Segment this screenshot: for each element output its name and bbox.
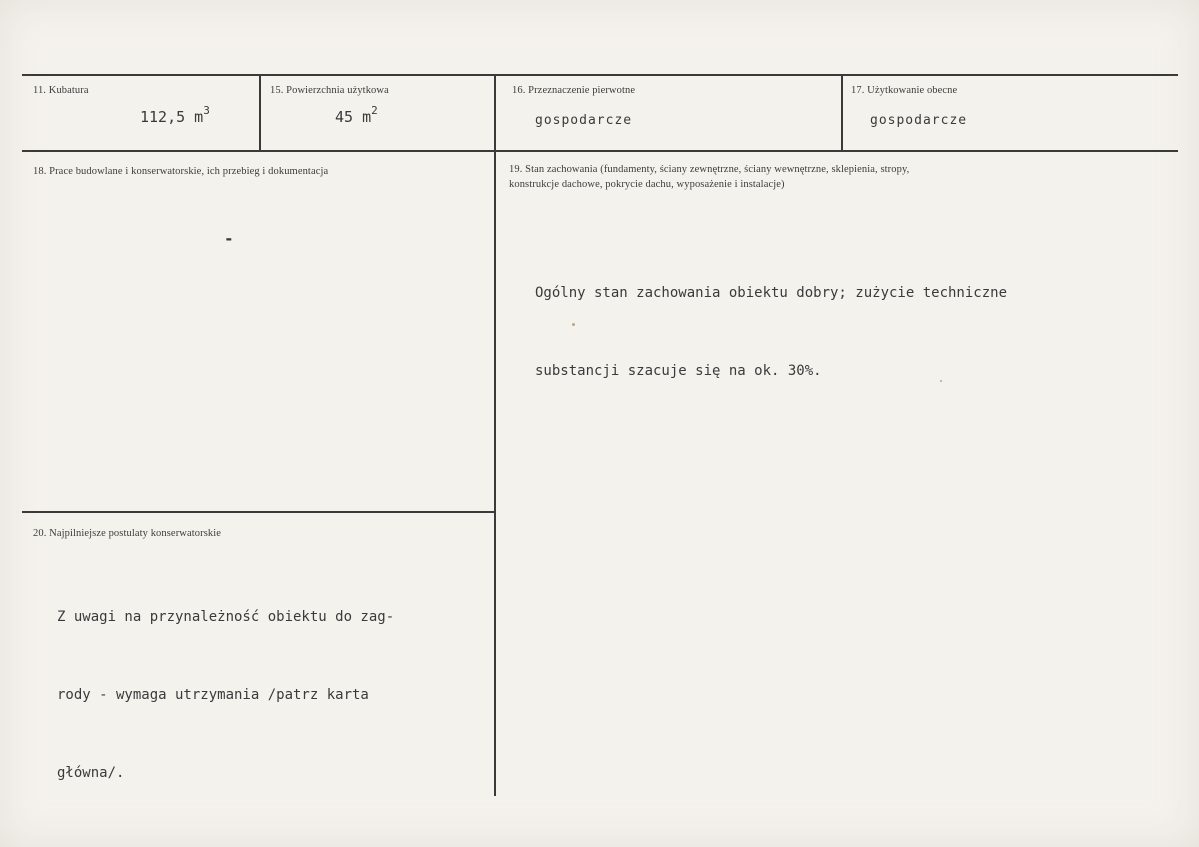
field-11-exponent: 3: [203, 104, 210, 117]
field-18-label: 18. Prace budowlane i konserwatorskie, ich przebieg i dokumentacja: [33, 166, 329, 177]
field-17-label: 17. Użytkowanie obecne: [851, 85, 958, 96]
field-15-number: 45 m: [335, 108, 372, 126]
top-rule: [22, 74, 1178, 76]
field-19-label-line1: 19. Stan zachowania (fundamenty, ściany zewnętrzne, ściany wewnętrzne, sklepienia, stropy,: [509, 164, 910, 175]
field-11-value: [140, 106, 210, 126]
field-18-value: -: [224, 229, 234, 248]
field-19-value-line1: Ogólny stan zachowania obiektu dobry; zużycie techniczne: [535, 285, 1008, 301]
field-20-value-line2: rody - wymaga utrzymania /patrz karta: [57, 687, 369, 703]
divider-11-15: [259, 76, 261, 150]
field-11-number: 112,5 m: [140, 108, 204, 126]
field-20-value-line3: główna/.: [57, 765, 125, 781]
field-15-label: 15. Powierzchnia użytkowa: [270, 85, 389, 96]
field-20-value: [57, 552, 394, 838]
field-16-value: gospodarcze: [535, 113, 633, 128]
rule-18-20: [22, 511, 494, 513]
field-20-value-line1: Z uwagi na przynależność obiektu do zag-: [57, 609, 395, 625]
paper-speck: [940, 380, 942, 382]
field-19-value-line2: substancji szacuje się na ok. 30%.: [535, 363, 822, 379]
paper-speck: [572, 323, 575, 326]
divider-15-16: [494, 76, 496, 796]
field-19-label-line2: konstrukcje dachowe, pokrycie dachu, wyposażenie i instalacje): [509, 179, 785, 190]
field-15-value: [335, 106, 378, 126]
field-20-label: 20. Najpilniejsze postulaty konserwatorskie: [33, 528, 222, 539]
field-19-value: [535, 228, 1007, 436]
field-17-value: gospodarcze: [870, 113, 968, 128]
divider-16-17: [841, 76, 843, 150]
field-15-exponent: 2: [371, 104, 378, 117]
field-16-label: 16. Przeznaczenie pierwotne: [512, 85, 636, 96]
row-rule-1: [22, 150, 1178, 152]
field-11-label: 11. Kubatura: [33, 85, 89, 96]
